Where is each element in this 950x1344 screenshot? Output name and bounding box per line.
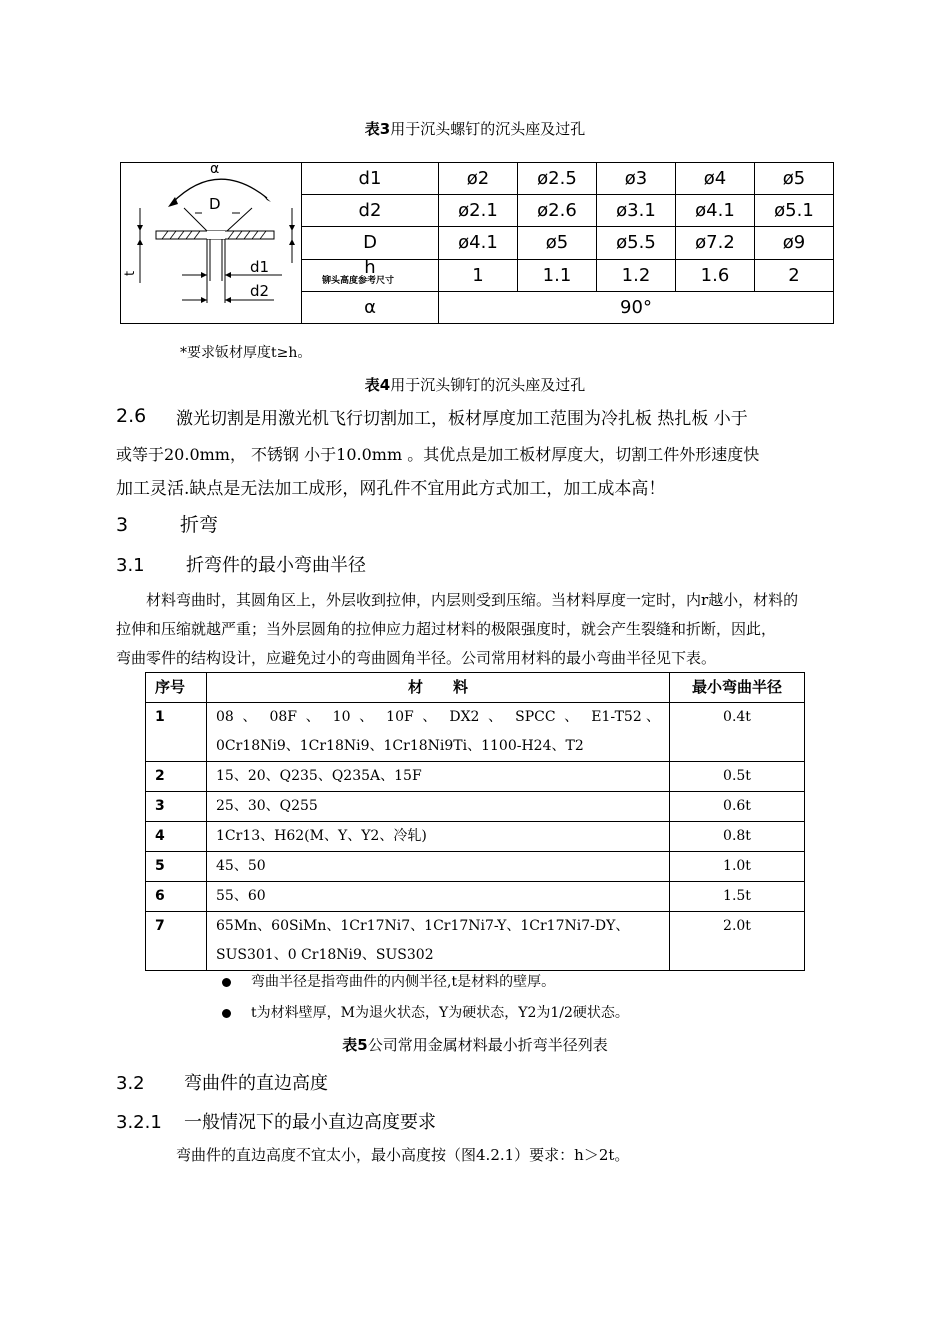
t3-cell: 1.1 xyxy=(518,259,597,291)
t3-label-D: D xyxy=(302,227,439,259)
t5-radius: 0.6t xyxy=(670,792,805,822)
s26-line-3: 加工灵活.缺点是无法加工成形，网孔件不宜用此方式加工，加工成本高！ xyxy=(116,479,666,499)
t5-material: 15、20、Q235、Q235A、15F xyxy=(207,762,670,792)
t5-material: 25、30、Q255 xyxy=(207,792,670,822)
D-label: D xyxy=(209,195,221,213)
t5-no: 3 xyxy=(146,792,207,822)
table5 xyxy=(145,672,805,971)
t5-radius: 2.0t xyxy=(670,912,805,971)
t5-no: 1 xyxy=(146,703,207,762)
s321-text: 弯曲件的直边高度不宜太小，最小高度按（图4.2.1）要求：h＞2t。 xyxy=(176,1146,630,1164)
table-row xyxy=(146,912,805,971)
t3-cell: 1.6 xyxy=(676,259,755,291)
countersink-diagram xyxy=(122,163,300,318)
s26-line-2: 或等于20.0mm， 不锈钢 小于10.0mm 。其优点是加工板材厚度大，切割工件外形速度快 xyxy=(116,445,760,464)
table4-caption: 表4用于沉头铆钉的沉头座及过孔 xyxy=(364,376,586,394)
t3-cell: ø4 xyxy=(676,163,755,195)
section-3-heading: 3 折弯 xyxy=(116,514,219,536)
table-row xyxy=(146,882,805,912)
t-label: t xyxy=(123,270,138,276)
section-3-2-heading: 3.2 弯曲件的直边高度 xyxy=(116,1073,328,1094)
t5-radius: 0.4t xyxy=(670,703,805,762)
t5-material: 55、60 xyxy=(207,882,670,912)
t3-h-sublabel: 铆头高度参考尺寸 xyxy=(322,276,395,287)
table3 xyxy=(120,162,834,324)
t5-radius: 0.8t xyxy=(670,822,805,852)
bullet-item: 弯曲半径是指弯曲件的内侧半径,t是材料的壁厚。 xyxy=(222,971,555,991)
s31-line: 拉伸和压缩就越严重；当外层圆角的拉伸应力超过材料的极限强度时，就会产生裂缝和折断，因此， xyxy=(116,620,777,638)
t3-label-d1: d1 xyxy=(302,163,439,195)
t5-no: 5 xyxy=(146,852,207,882)
t3-cell: ø4.1 xyxy=(676,195,755,227)
bullet-item: t为材料壁厚，M为退火状态，Y为硬状态，Y2为1/2硬状态。 xyxy=(222,1002,629,1022)
t5-material: 65Mn、60SiMn、1Cr17Ni7、1Cr17Ni7-Y、1Cr17Ni7-DY、SUS301、0 Cr18Ni9、SUS302 xyxy=(207,912,670,971)
countersink-diagram-cell xyxy=(121,163,302,324)
t3-cell: ø3.1 xyxy=(597,195,676,227)
s31-line: 材料弯曲时，其圆角区上，外层收到拉伸，内层则受到压缩。当材料厚度一定时，内r越小，材料的 xyxy=(146,591,799,609)
d1-label: d1 xyxy=(250,258,270,276)
t5-header-no: 序号 xyxy=(146,673,207,703)
t3-cell: ø2 xyxy=(439,163,518,195)
t5-no: 6 xyxy=(146,882,207,912)
t3-cell: ø5.1 xyxy=(755,195,834,227)
table5-caption: 表5公司常用金属材料最小折弯半径列表 xyxy=(342,1036,608,1054)
t3-cell: ø7.2 xyxy=(676,227,755,259)
s26-line-1: 激光切割是用激光机飞行切割加工，板材厚度加工范围为冷扎板 热扎板 小于 xyxy=(176,409,748,429)
t3-label-d2: d2 xyxy=(302,195,439,227)
t3-cell: ø5.5 xyxy=(597,227,676,259)
t5-header-material: 材 料 xyxy=(207,673,670,703)
table-row xyxy=(146,762,805,792)
t5-radius: 0.5t xyxy=(670,762,805,792)
t3-cell: ø2.1 xyxy=(439,195,518,227)
table3-note: *要求钣材厚度t≥h。 xyxy=(180,345,312,361)
t3-cell: ø9 xyxy=(755,227,834,259)
section-3-1-heading: 3.1 折弯件的最小弯曲半径 xyxy=(116,555,366,576)
t3-cell: ø2.5 xyxy=(518,163,597,195)
t3-label-h xyxy=(302,259,439,291)
bullet-icon xyxy=(222,978,231,987)
t3-cell: 1 xyxy=(439,259,518,291)
t3-cell: ø2.6 xyxy=(518,195,597,227)
table-row xyxy=(146,852,805,882)
t5-header-radius: 最小弯曲半径 xyxy=(670,673,805,703)
t3-cell: ø4.1 xyxy=(439,227,518,259)
section-2-6-heading: 2.6 xyxy=(116,405,147,427)
t5-material: 08 、 08F 、 10 、 10F 、 DX2 、 SPCC 、 E1-T52、0Cr18Ni9、1Cr18Ni9、1Cr18Ni9Ti、1100-H24、T2 xyxy=(207,703,670,762)
t5-no: 7 xyxy=(146,912,207,971)
t3-h-label: h xyxy=(364,257,376,279)
t5-material: 1Cr13、H62(M、Y、Y2、冷轧) xyxy=(207,822,670,852)
t3-label-alpha: α xyxy=(302,291,439,323)
t3-cell: ø5 xyxy=(755,163,834,195)
table-row xyxy=(146,822,805,852)
t5-radius: 1.0t xyxy=(670,852,805,882)
table3-caption: 表3用于沉头螺钉的沉头座及过孔 xyxy=(364,120,586,138)
t3-cell: ø3 xyxy=(597,163,676,195)
t3-cell: 1.2 xyxy=(597,259,676,291)
t5-material: 45、50 xyxy=(207,852,670,882)
bullet-icon xyxy=(222,1009,231,1018)
t3-alpha-value: 90° xyxy=(439,291,834,323)
table-row xyxy=(146,703,805,762)
alpha-label: α xyxy=(210,163,220,177)
d2-label: d2 xyxy=(250,282,270,300)
s31-line: 弯曲零件的结构设计，应避免过小的弯曲圆角半径。公司常用材料的最小弯曲半径见下表。 xyxy=(116,649,717,667)
section-3-2-1-heading: 3.2.1 一般情况下的最小直边高度要求 xyxy=(116,1112,436,1133)
t5-no: 4 xyxy=(146,822,207,852)
t3-cell: ø5 xyxy=(518,227,597,259)
s31-paragraph xyxy=(116,586,798,673)
t5-no: 2 xyxy=(146,762,207,792)
table-row xyxy=(146,792,805,822)
t3-cell: 2 xyxy=(755,259,834,291)
t5-radius: 1.5t xyxy=(670,882,805,912)
